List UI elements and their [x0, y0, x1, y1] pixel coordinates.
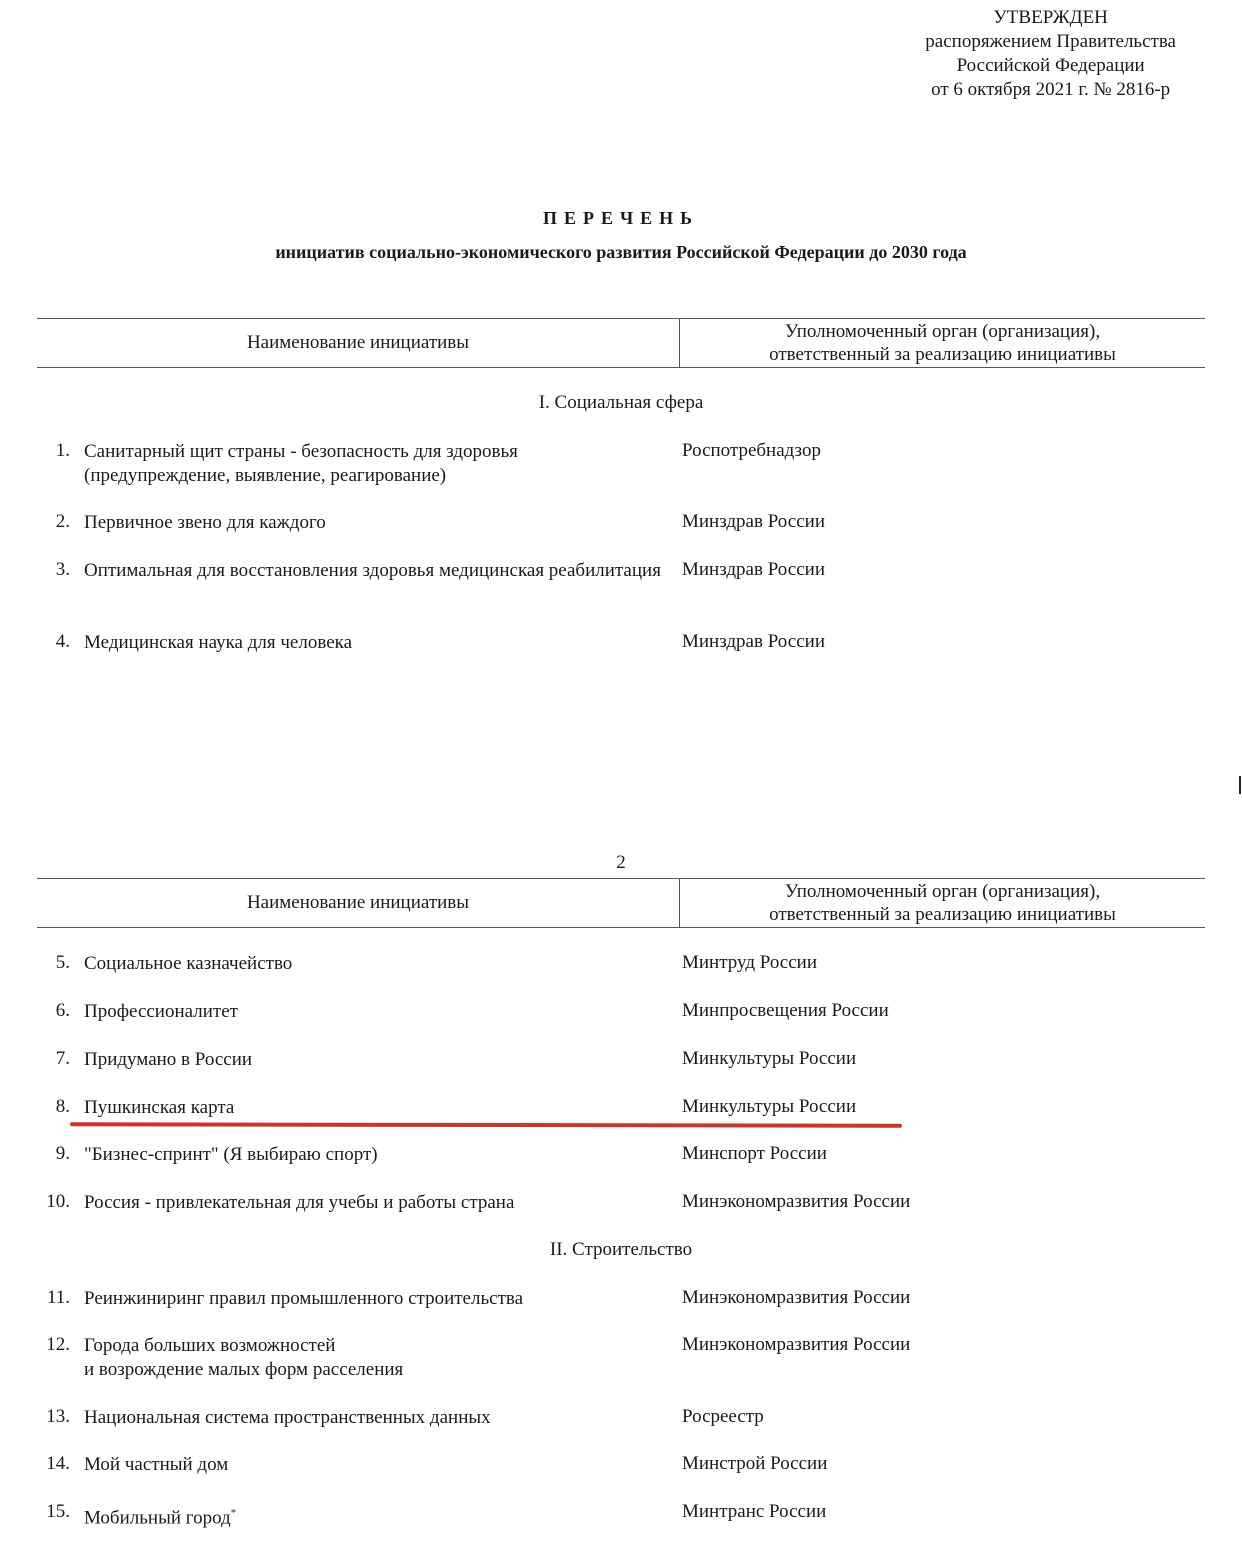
row-initiative: Мой частный дом	[84, 1454, 229, 1475]
table-row	[0, 559, 1242, 583]
table-header	[37, 318, 1205, 368]
row-number: 9.	[55, 1143, 70, 1164]
row-number: 3.	[55, 559, 70, 580]
row-number: 11.	[46, 1287, 70, 1308]
row-number: 4.	[55, 631, 70, 652]
header-responsible-line2: ответственный за реализацию инициативы	[769, 904, 1116, 925]
footnote-marker: *	[230, 1507, 237, 1519]
row-initiative: Медицинская наука для человека	[84, 632, 353, 653]
approval-block	[925, 6, 1176, 102]
row-organization: Минэкономразвития России	[682, 1334, 911, 1355]
row-organization: Минкультуры России	[682, 1048, 857, 1069]
header-responsible-line1: Уполномоченный орган (организация),	[784, 321, 1101, 342]
header-responsible-body	[680, 879, 1205, 927]
header-responsible-line2: ответственный за реализацию инициативы	[769, 344, 1116, 365]
table-row	[0, 511, 1242, 535]
document-subtitle: инициатив социально-экономического развития Российской Федерации до 2030 года	[275, 242, 967, 262]
table-row	[0, 1143, 1242, 1167]
row-number: 7.	[55, 1048, 70, 1069]
row-initiative: Первичное звено для каждого	[84, 512, 326, 533]
table-row	[0, 952, 1242, 976]
table-row	[0, 1334, 1242, 1380]
row-initiative	[84, 1501, 664, 1530]
row-number: 2.	[55, 511, 70, 532]
row-organization: Минэкономразвития России	[682, 1191, 911, 1212]
header-responsible-line1: Уполномоченный орган (организация),	[784, 881, 1101, 902]
row-number: 14.	[46, 1453, 70, 1474]
row-initiative: Пушкинская карта	[84, 1097, 235, 1118]
row-initiative: Оптимальная для восстановления здоровья медицинская реабилитация	[84, 560, 661, 581]
table-row	[0, 1048, 1242, 1072]
row-number: 6.	[55, 1000, 70, 1021]
row-number: 15.	[46, 1501, 70, 1522]
table-row	[0, 440, 1242, 486]
table-row	[0, 1501, 1242, 1529]
row-number: 10.	[46, 1191, 70, 1212]
header-responsible-body	[680, 319, 1205, 367]
row-organization: Минкультуры России	[682, 1096, 857, 1117]
row-initiative-line2: и возрождение малых форм расселения	[84, 1359, 404, 1380]
row-organization: Минстрой России	[682, 1453, 828, 1474]
row-initiative: Реинжиниринг правил промышленного строительства	[84, 1288, 524, 1309]
approval-date-number: от 6 октября 2021 г. № 2816-р	[931, 79, 1171, 100]
row-organization: Роспотребнадзор	[682, 440, 821, 461]
approval-status: УТВЕРЖДЕН	[993, 7, 1108, 28]
row-organization: Минпросвещения России	[682, 1000, 889, 1021]
row-organization: Росреестр	[682, 1406, 764, 1427]
row-organization: Минздрав России	[682, 559, 825, 580]
row-number: 1.	[55, 440, 70, 461]
row-initiative: Придумано в России	[84, 1049, 253, 1070]
table-row	[0, 1000, 1242, 1024]
row-number: 12.	[46, 1334, 70, 1355]
table-row	[0, 631, 1242, 655]
row-organization: Минтруд России	[682, 952, 818, 973]
row-initiative: Профессионалитет	[84, 1001, 238, 1022]
row-initiative	[84, 1334, 664, 1382]
header-initiative-name: Наименование инициативы	[37, 879, 680, 927]
row-number: 5.	[55, 952, 70, 973]
red-highlight-underline	[70, 1122, 902, 1127]
row-initiative: "Бизнес-спринт" (Я выбираю спорт)	[84, 1144, 378, 1165]
approval-authority: распоряжением Правительства	[925, 31, 1176, 52]
table-row	[0, 1191, 1242, 1215]
row-initiative: Россия - привлекательная для учебы и работы страна	[84, 1192, 515, 1213]
page-number: 2	[616, 852, 626, 873]
table-row	[0, 1406, 1242, 1430]
row-initiative: Национальная система пространственных данных	[84, 1407, 491, 1428]
approval-country: Российской Федерации	[956, 55, 1145, 76]
section-construction: II. Строительство	[549, 1239, 693, 1260]
row-organization: Минэкономразвития России	[682, 1287, 911, 1308]
section-social: I. Социальная сфера	[538, 392, 704, 413]
table-row-highlighted	[0, 1096, 1242, 1120]
row-organization: Минздрав России	[682, 631, 825, 652]
page-edge-mark	[1239, 776, 1241, 794]
header-initiative-name: Наименование инициативы	[37, 319, 680, 367]
table-row	[0, 1287, 1242, 1311]
row-number: 13.	[46, 1406, 70, 1427]
row-organization: Минспорт России	[682, 1143, 827, 1164]
table-row	[0, 1453, 1242, 1477]
row-organization: Минздрав России	[682, 511, 825, 532]
row-initiative-text: Мобильный город	[84, 1507, 231, 1529]
table-header	[37, 878, 1205, 928]
row-initiative-line1: Города больших возможностей	[84, 1335, 336, 1356]
row-number: 8.	[55, 1096, 70, 1117]
row-organization: Минтранс России	[682, 1501, 827, 1522]
row-initiative: Санитарный щит страны - безопасность для здоровья (предупреждение, выявление, реагирование)	[84, 441, 518, 486]
row-initiative: Социальное казначейство	[84, 953, 293, 974]
document-title: ПЕРЕЧЕНЬ	[542, 208, 700, 228]
